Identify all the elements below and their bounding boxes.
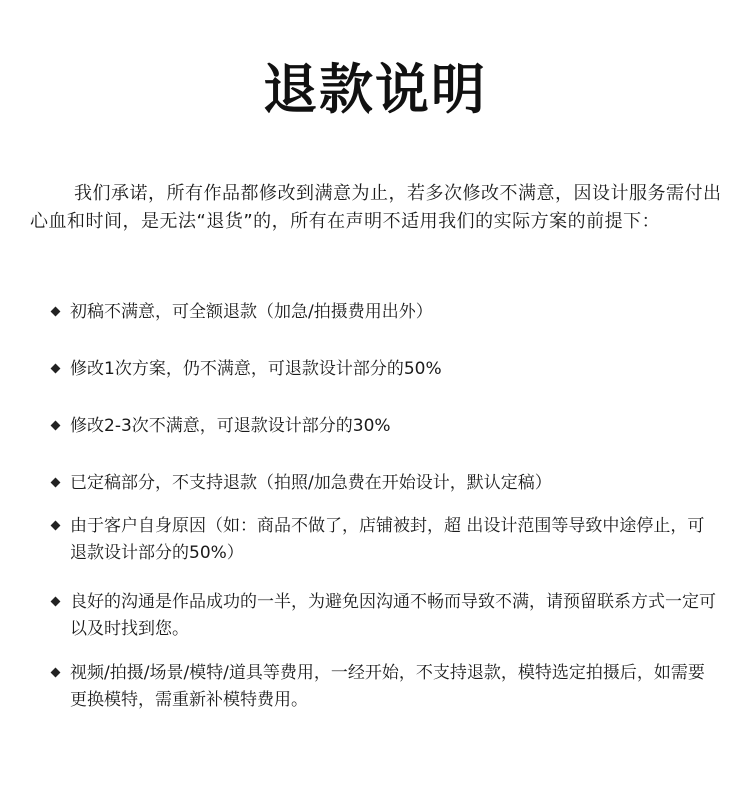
policy-item-text: 初稿不满意，可全额退款（加急/拍摄费用出外）	[70, 302, 433, 322]
diamond-bullet-icon	[51, 478, 61, 488]
policy-item	[50, 513, 720, 567]
intro-paragraph: 我们承诺，所有作品都修改到满意为止，若多次修改不满意，因设计服务需付出心血和时间，是无法“退货”的，所有在声明不适用我们的实际方案的前提下：	[30, 183, 722, 232]
policy-item	[50, 299, 720, 326]
policy-item	[50, 589, 720, 643]
policy-item-text: 已定稿部分，不支持退款（拍照/加急费在开始设计，默认定稿）	[70, 473, 552, 493]
diamond-bullet-icon	[51, 668, 61, 678]
diamond-bullet-icon	[51, 307, 61, 317]
policy-item-text: 由于客户自身原因（如：商品不做了，店铺被封，超 出设计范围等导致中途停止，可退款设计部分的50%）	[70, 516, 705, 563]
diamond-bullet-icon	[51, 421, 61, 431]
policy-item	[50, 413, 720, 440]
page-title: 退款说明	[263, 58, 487, 121]
policy-item	[50, 660, 720, 714]
policy-item-text: 视频/拍摄/场景/模特/道具等费用，一经开始，不支持退款，模特选定拍摄后，如需要更换模特，需重新补模特费用。	[70, 663, 705, 710]
policy-item-text: 修改2-3次不满意，可退款设计部分的30%	[70, 416, 391, 436]
diamond-bullet-icon	[51, 521, 61, 531]
policy-item-text: 良好的沟通是作品成功的一半，为避免因沟通不畅而导致不满，请预留联系方式一定可以及时找到您。	[70, 592, 716, 639]
policy-item	[50, 470, 720, 497]
diamond-bullet-icon	[51, 597, 61, 607]
policy-item-text: 修改1次方案，仍不满意，可退款设计部分的50%	[70, 359, 442, 379]
policy-item	[50, 356, 720, 383]
diamond-bullet-icon	[51, 364, 61, 374]
